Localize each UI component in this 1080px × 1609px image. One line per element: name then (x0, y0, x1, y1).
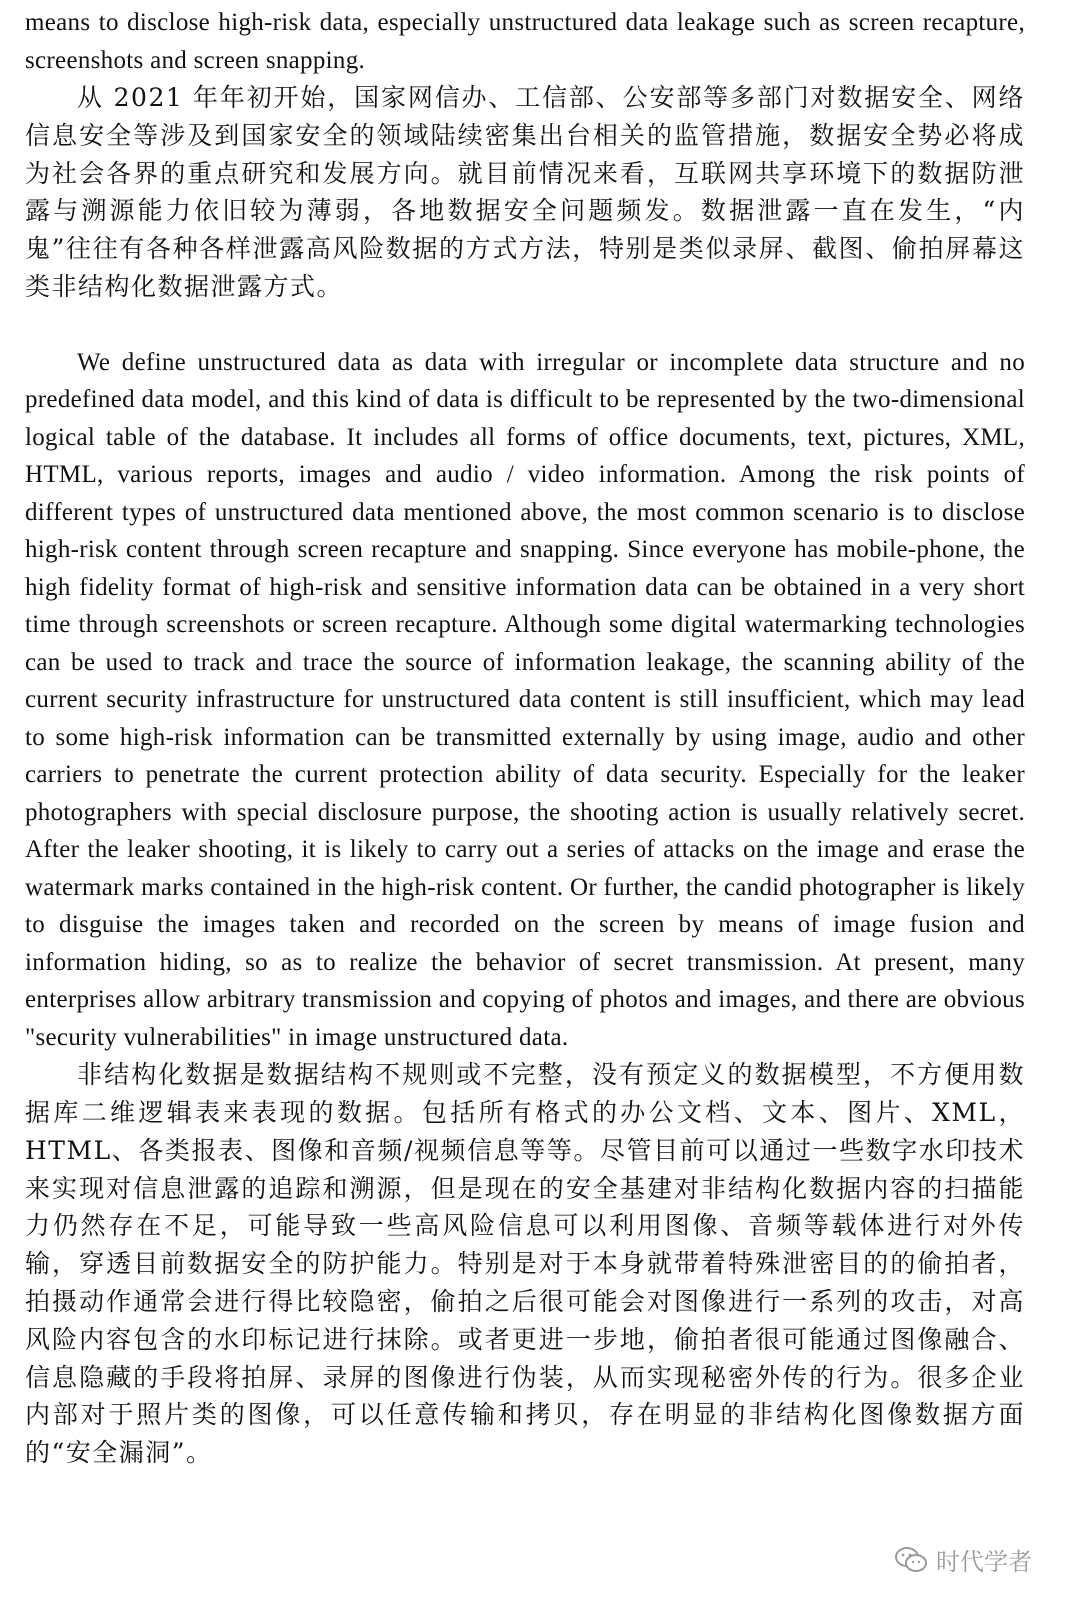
wechat-icon (894, 1546, 928, 1574)
document-body (25, 4, 1025, 1472)
paragraph-english-2: We define unstructured data as data with irregular or incomplete data structure and no predefined data model, and this kind of data is difficult to be represented by the two-dimensional logical table of the database. It includes all forms of office documents, text, pictures, XML, HTML, various reports, images and audio / video information. Among the risk points of different types of unstructured data mentioned above, the most common scenario is to disclose high-risk content through screen recapture and snapping. Since everyone has mobile-phone, the high fidelity format of high-risk and sensitive information data can be obtained in a very short time through screenshots or screen recapture. Although some digital watermarking technologies can be used to track and trace the source of information leakage, the scanning ability of the current security infrastructure for unstructured data content is still insufficient, which may lead to some high-risk information can be transmitted externally by using image, audio and other carriers to penetrate the current protection ability of data security. Especially for the leaker photographers with special disclosure purpose, the shooting action is usually relatively secret. After the leaker shooting, it is likely to carry out a series of attacks on the image and erase the watermark marks contained in the high-risk content. Or further, the candid photographer is likely to disguise the images taken and recorded on the screen by means of image fusion and information hiding, so as to realize the behavior of secret transmission. At present, many enterprises allow arbitrary transmission and copying of photos and images, and there are obvious "security vulnerabilities" in image unstructured data. (25, 348, 1025, 1051)
paragraph-chinese-2: 非结构化数据是数据结构不规则或不完整，没有预定义的数据模型，不方便用数据库二维逻辑表来表现的数据。包括所有格式的办公文档、文本、图片、XML，HTML、各类报表、图像和音频/视频信息等等。尽管目前可以通过一些数字水印技术来实现对信息泄露的追踪和溯源，但是现在的安全基建对非结构化数据内容的扫描能力仍然存在不足，可能导致一些高风险信息可以利用图像、音频等载体进行对外传输，穿透目前数据安全的防护能力。特别是对于本身就带着特殊泄密目的的偷拍者，拍摄动作通常会进行得比较隐密，偷拍之后很可能会对图像进行一系列的攻击，对高风险内容包含的水印标记进行抹除。或者更进一步地，偷拍者很可能通过图像融合、信息隐藏的手段将拍屏、录屏的图像进行伪装，从而实现秘密外传的行为。很多企业内部对于照片类的图像，可以任意传输和拷贝，存在明显的非结构化图像数据方面的“安全漏洞”。 (25, 1060, 1025, 1468)
watermark-text: 时代学者 (936, 1548, 1032, 1576)
paragraph-spacer (25, 306, 1025, 344)
paragraph-chinese-1: 从 2021 年年初开始，国家网信办、工信部、公安部等多部门对数据安全、网络信息安全等涉及到国家安全的领域陆续密集出台相关的监管措施，数据安全势必将成为社会各界的重点研究和发展方向。就目前情况来看，互联网共享环境下的数据防泄露与溯源能力依旧较为薄弱，各地数据安全问题频发。数据泄露一直在发生，“内鬼”往往有各种各样泄露高风险数据的方式方法，特别是类似录屏、截图、偷拍屏幕这类非结构化数据泄露方式。 (25, 83, 1025, 301)
paragraph-english-tail: means to disclose high-risk data, especially unstructured data leakage such as screen recapture, screenshots and screen snapping. (25, 9, 1025, 74)
source-watermark (894, 1542, 1032, 1577)
